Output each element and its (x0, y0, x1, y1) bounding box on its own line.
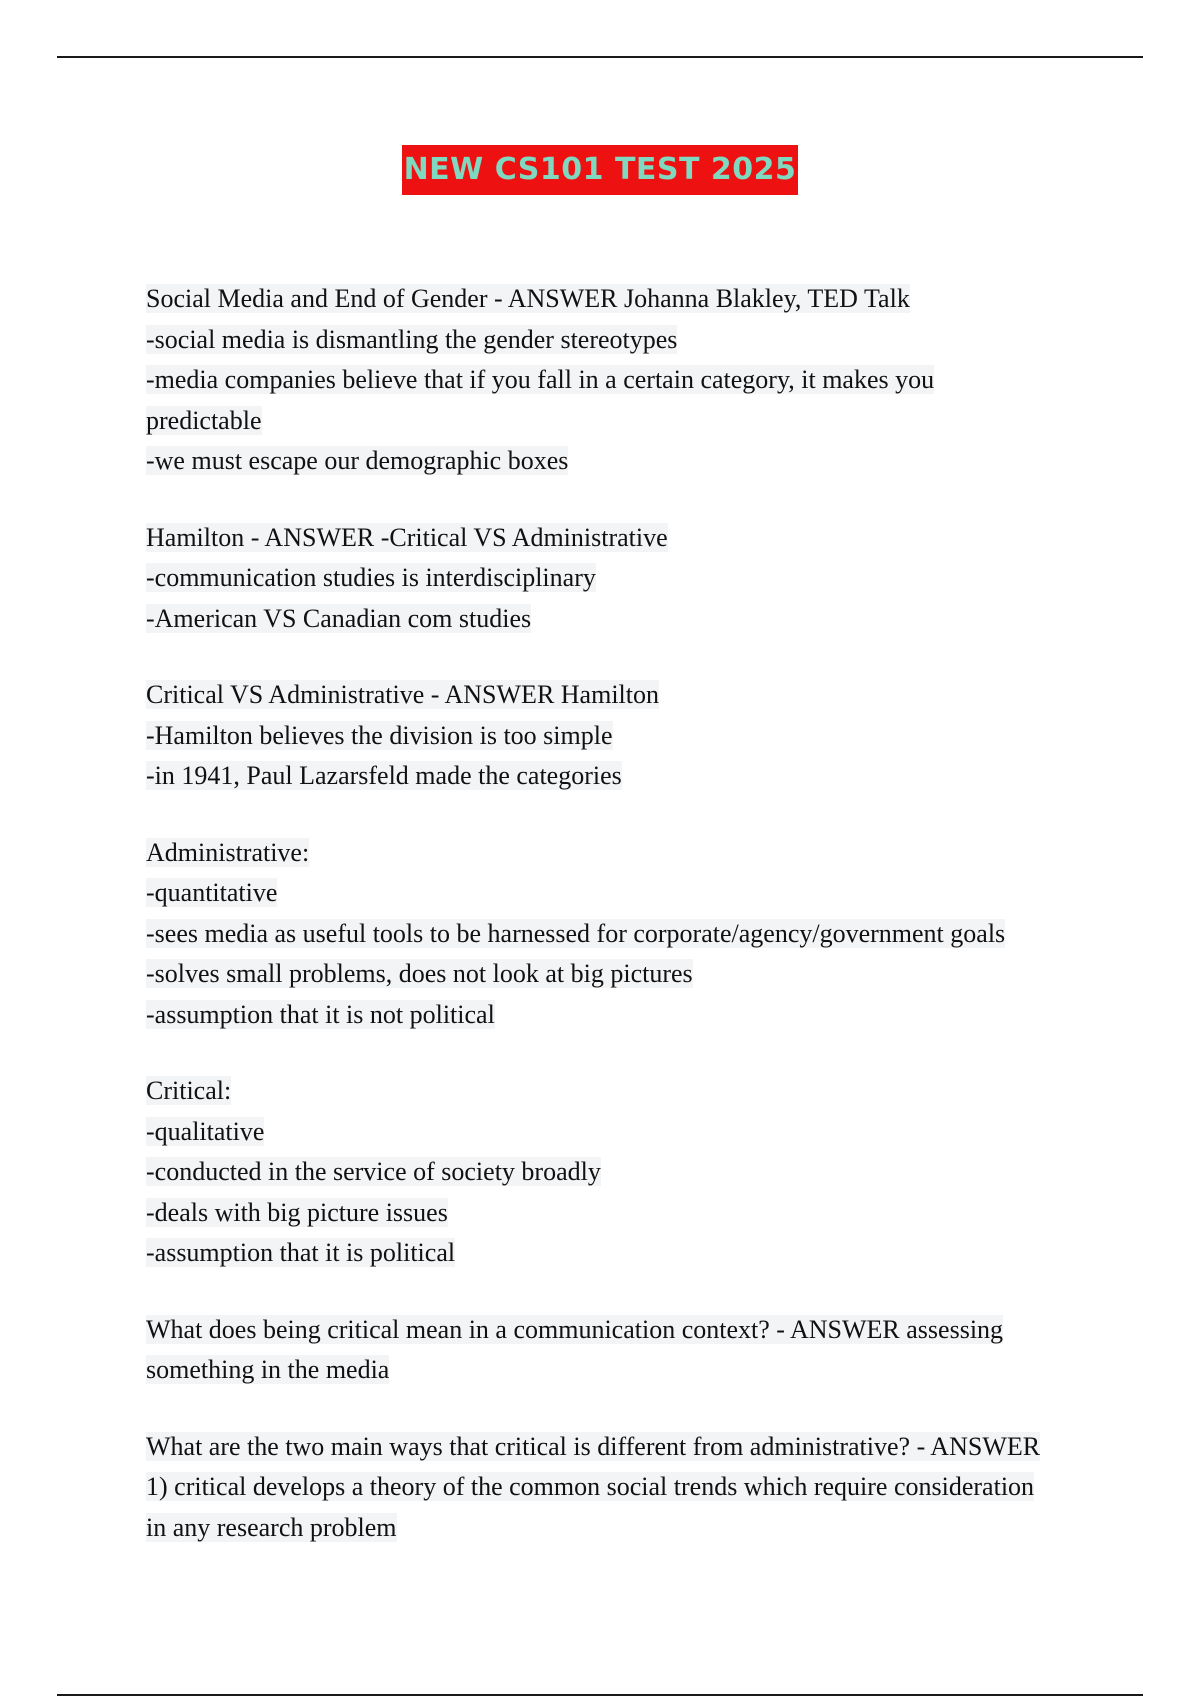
qa-line: What does being critical mean in a communication context? - ANSWER assessing something in the media (146, 1314, 1004, 1384)
qa-line: -in 1941, Paul Lazarsfeld made the categories (146, 761, 622, 790)
qa-block-being-critical (146, 1312, 1046, 1393)
bottom-rule (57, 1694, 1143, 1696)
qa-line: -Hamilton believes the division is too simple (146, 720, 613, 750)
qa-line: -American VS Canadian com studies (146, 603, 532, 633)
qa-line: -assumption that it is not political (146, 999, 495, 1029)
document-title: NEW CS101 TEST 2025 (402, 145, 799, 195)
qa-line: -solves small problems, does not look at big pictures (146, 959, 693, 988)
qa-block-administrative (146, 835, 1046, 1038)
qa-line: -assumption that it is political (146, 1238, 456, 1267)
qa-block-social-media (146, 281, 1046, 484)
title-container (0, 145, 1200, 195)
qa-line: Hamilton - ANSWER -Critical VS Administrative (146, 522, 668, 552)
qa-line: What are the two main ways that critical is different from administrative? - ANSWER 1) critical develops a theory of the common social trends which require consideration in any research problem (146, 1431, 1041, 1542)
qa-block-critical-vs-administrative (146, 677, 1046, 799)
qa-line: -deals with big picture issues (146, 1197, 448, 1227)
qa-line: -communication studies is interdisciplinary (146, 563, 596, 592)
qa-block-hamilton (146, 520, 1046, 642)
qa-line: -qualitative (146, 1116, 265, 1146)
document-body (146, 281, 1046, 1586)
qa-line: Critical: (146, 1076, 232, 1105)
qa-line: -media companies believe that if you fall in a certain category, it makes you predictable (146, 365, 935, 435)
qa-line: -social media is dismantling the gender stereotypes (146, 324, 678, 354)
qa-line: Administrative: (146, 837, 310, 867)
qa-line: -conducted in the service of society broadly (146, 1157, 601, 1186)
qa-block-critical (146, 1073, 1046, 1276)
qa-line: Critical VS Administrative - ANSWER Hamilton (146, 680, 659, 709)
qa-line: Social Media and End of Gender - ANSWER Johanna Blakley, TED Talk (146, 284, 910, 313)
qa-line: -sees media as useful tools to be harnessed for corporate/agency/government goals (146, 918, 1006, 948)
qa-block-two-main-ways (146, 1429, 1046, 1551)
qa-line: -quantitative (146, 878, 278, 907)
qa-line: -we must escape our demographic boxes (146, 446, 569, 475)
top-rule (57, 56, 1143, 58)
